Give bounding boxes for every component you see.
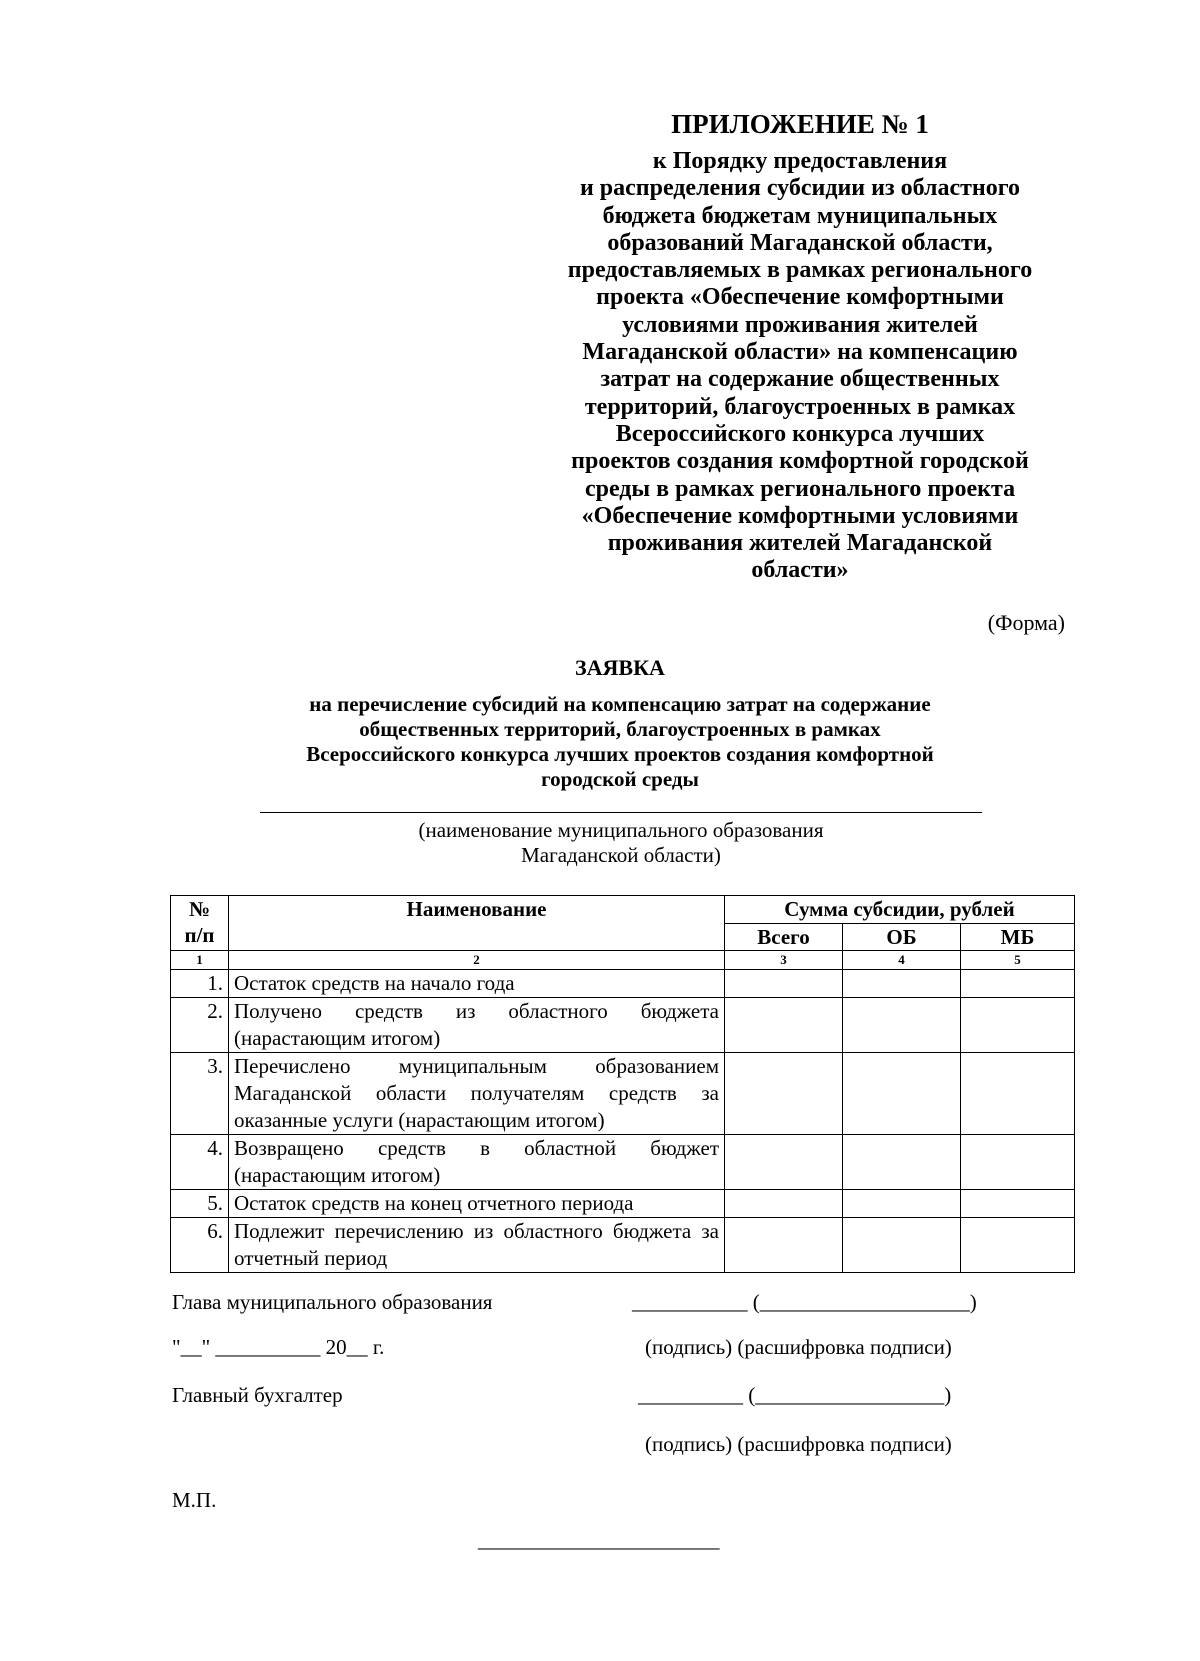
municipality-blank-line bbox=[260, 812, 982, 813]
cell-total bbox=[725, 1190, 843, 1218]
appendix-subtitle bbox=[500, 148, 1100, 585]
municipality-caption-line: Магаданской области) bbox=[521, 843, 721, 867]
accountant-label: Главный бухгалтер bbox=[172, 1383, 343, 1407]
request-subtitle-line: Всероссийского конкурса лучших проектов создания комфортной bbox=[306, 742, 934, 766]
cell-mb bbox=[961, 998, 1075, 1053]
cell-mb bbox=[961, 1218, 1075, 1273]
cell-mb bbox=[961, 1135, 1075, 1190]
cell-ob bbox=[843, 1218, 961, 1273]
request-subtitle-line: городской среды bbox=[541, 767, 699, 791]
row-number: 4. bbox=[171, 1135, 229, 1190]
table-row bbox=[171, 1218, 1075, 1273]
cell-total bbox=[725, 1135, 843, 1190]
cell-ob bbox=[843, 998, 961, 1053]
cell-total bbox=[725, 970, 843, 998]
request-subtitle bbox=[200, 692, 1040, 792]
municipality-caption-line: (наименование муниципального образования bbox=[418, 818, 824, 842]
row-name: Подлежит перечислению из областного бюджета за отчетный период bbox=[229, 1218, 725, 1273]
row-name: Получено средств из областного бюджета (нарастающим итогом) bbox=[229, 998, 725, 1053]
index-cell: 2 bbox=[229, 951, 725, 970]
appendix-line: проекта «Обеспечение комфортными bbox=[596, 284, 1004, 311]
appendix-line: образований Магаданской области, bbox=[607, 229, 993, 256]
appendix-line: условиями проживания жителей bbox=[622, 311, 978, 338]
signature-caption: (подпись) (расшифровка подписи) bbox=[645, 1335, 952, 1359]
appendix-line: территорий, благоустроенных в рамках bbox=[584, 393, 1016, 420]
cell-mb bbox=[961, 970, 1075, 998]
header-mb: МБ bbox=[961, 923, 1075, 951]
header-total: Всего bbox=[725, 923, 843, 951]
appendix-line: предоставляемых в рамках регионального bbox=[567, 257, 1033, 284]
appendix-line: проектов создания комфортной городской bbox=[571, 448, 1029, 475]
appendix-line: и распределения субсидии из областного bbox=[579, 175, 1021, 202]
index-cell: 3 bbox=[725, 951, 843, 970]
subsidy-table bbox=[170, 895, 1075, 1273]
cell-total bbox=[725, 1218, 843, 1273]
accountant-signature-line: __________ (__________________) bbox=[638, 1383, 952, 1407]
cell-total bbox=[725, 998, 843, 1053]
request-subtitle-line: на перечисление субсидий на компенсацию затрат на содержание bbox=[309, 692, 931, 716]
signature-caption: (подпись) (расшифровка подписи) bbox=[645, 1432, 952, 1456]
row-name: Остаток средств на конец отчетного периода bbox=[229, 1190, 725, 1218]
header-number: № п/п bbox=[171, 896, 229, 951]
cell-total bbox=[725, 1053, 843, 1135]
cell-ob bbox=[843, 1053, 961, 1135]
request-subtitle-line: общественных территорий, благоустроенных в рамках bbox=[359, 717, 881, 741]
appendix-line: среды в рамках регионального проекта bbox=[584, 475, 1016, 502]
table-row bbox=[171, 1053, 1075, 1135]
header-name: Наименование bbox=[229, 896, 725, 951]
index-cell: 1 bbox=[171, 951, 229, 970]
row-number: 5. bbox=[171, 1190, 229, 1218]
form-label: (Форма) bbox=[987, 610, 1065, 635]
index-cell: 5 bbox=[961, 951, 1075, 970]
row-number: 3. bbox=[171, 1053, 229, 1135]
row-name: Остаток средств на начало года bbox=[229, 970, 725, 998]
table-header-row bbox=[171, 896, 1075, 924]
table-row bbox=[171, 1190, 1075, 1218]
row-name: Перечислено муниципальным образованием Магаданской области получателям средств за оказанные услуги (нарастающим итогом) bbox=[229, 1053, 725, 1135]
row-number: 6. bbox=[171, 1218, 229, 1273]
table-row bbox=[171, 970, 1075, 998]
appendix-line: «Обеспечение комфортными условиями bbox=[581, 502, 1019, 529]
table-row bbox=[171, 998, 1075, 1053]
appendix-line: затрат на содержание общественных bbox=[600, 366, 1000, 393]
head-label: Глава муниципального образования bbox=[172, 1290, 493, 1314]
cell-ob bbox=[843, 1135, 961, 1190]
appendix-line: проживания жителей Магаданской bbox=[607, 530, 993, 557]
municipality-caption bbox=[260, 818, 982, 868]
appendix-header bbox=[500, 108, 1100, 585]
row-number: 2. bbox=[171, 998, 229, 1053]
cell-mb bbox=[961, 1190, 1075, 1218]
header-ob: ОБ bbox=[843, 923, 961, 951]
table-index-row bbox=[171, 951, 1075, 970]
appendix-line: Всероссийского конкурса лучших bbox=[615, 420, 985, 447]
appendix-line: к Порядку предоставления bbox=[652, 148, 948, 174]
request-title: ЗАЯВКА bbox=[575, 655, 665, 680]
bottom-divider: _______________________ bbox=[478, 1528, 720, 1552]
index-cell: 4 bbox=[843, 951, 961, 970]
row-number: 1. bbox=[171, 970, 229, 998]
date-line: "__" __________ 20__ г. bbox=[172, 1335, 385, 1359]
appendix-line: Магаданской области» на компенсацию bbox=[582, 339, 1018, 366]
row-name: Возвращено средств в областной бюджет (нарастающим итогом) bbox=[229, 1135, 725, 1190]
cell-mb bbox=[961, 1053, 1075, 1135]
table-row bbox=[171, 1135, 1075, 1190]
appendix-line: области» bbox=[751, 557, 849, 584]
stamp-label: М.П. bbox=[172, 1488, 217, 1512]
appendix-title: ПРИЛОЖЕНИЕ № 1 bbox=[671, 109, 929, 139]
head-signature-line: ___________ (____________________) bbox=[632, 1290, 977, 1314]
cell-ob bbox=[843, 970, 961, 998]
appendix-line: бюджета бюджетам муниципальных bbox=[602, 202, 998, 229]
header-sum: Сумма субсидии, рублей bbox=[725, 896, 1075, 924]
cell-ob bbox=[843, 1190, 961, 1218]
